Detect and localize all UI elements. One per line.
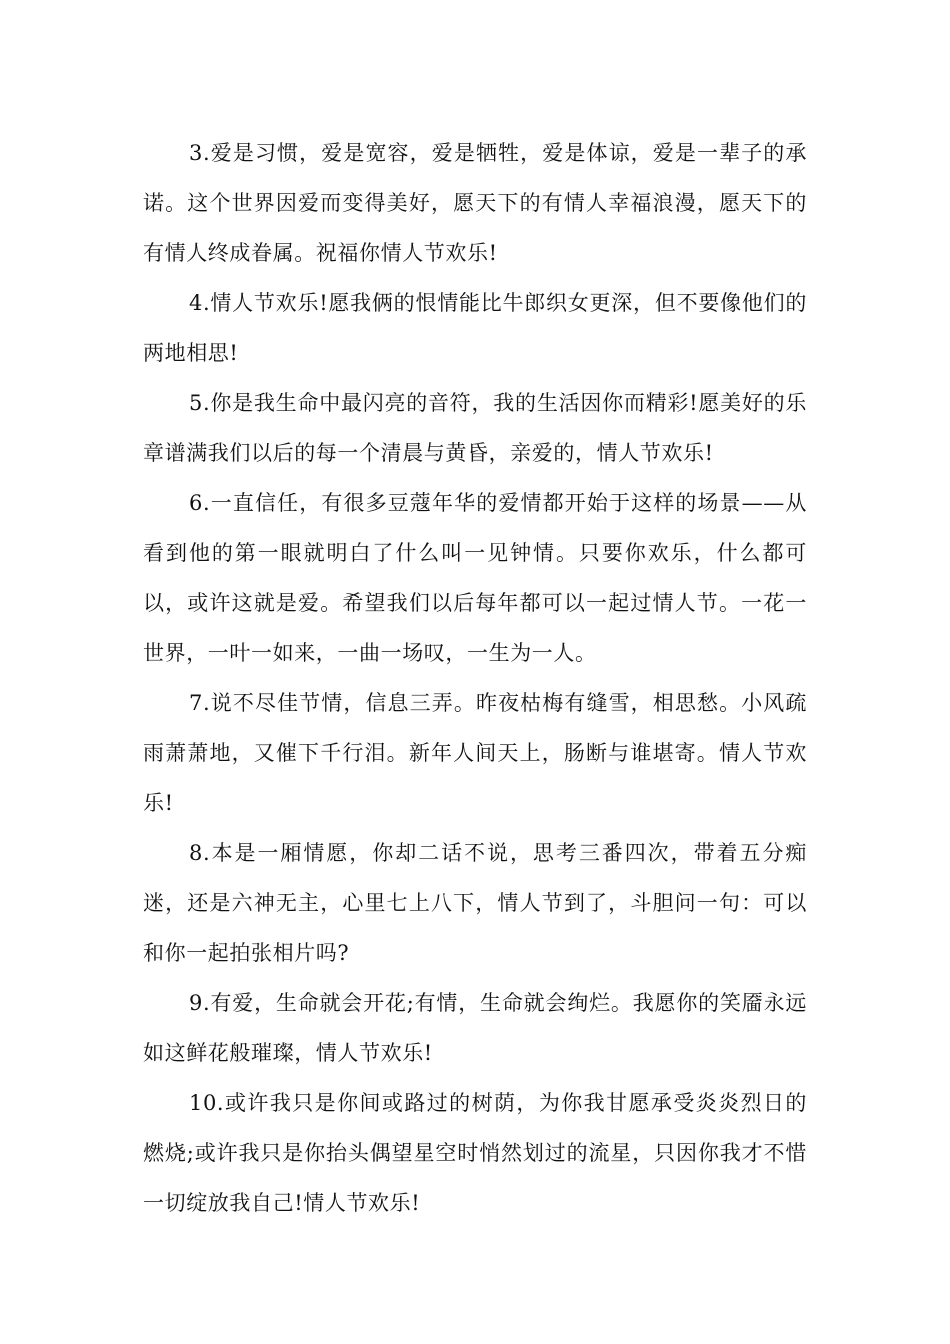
- paragraph-4: 4.情人节欢乐!愿我俩的恨情能比牛郎织女更深，但不要像他们的两地相思!: [143, 291, 807, 365]
- paragraph-7: 7.说不尽佳节情，信息三弄。昨夜枯梅有缝雪，相思愁。小风疏雨萧萧地，又催下千行泪。新年人间天上，肠断与谁堪寄。情人节欢乐!: [143, 691, 807, 815]
- paragraph-3: 3.爱是习惯，爱是宽容，爱是牺牲，爱是体谅，爱是一辈子的承诺。这个世界因爱而变得美好，愿天下的有情人幸福浪漫，愿天下的有情人终成眷属。祝福你情人节欢乐!: [143, 141, 807, 265]
- paragraph-9: 9.有爱，生命就会开花;有情，生命就会绚烂。我愿你的笑靥永远如这鲜花般璀璨，情人节欢乐!: [143, 991, 807, 1065]
- paragraph-8: 8.本是一厢情愿，你却二话不说，思考三番四次，带着五分痴迷，还是六神无主，心里七上八下，情人节到了，斗胆问一句：可以和你一起拍张相片吗?: [143, 841, 807, 965]
- paragraph-10: 10.或许我只是你间或路过的树荫，为你我甘愿承受炎炎烈日的燃烧;或许我只是你抬头偶望星空时悄然划过的流星，只因你我才不惜一切绽放我自己!情人节欢乐!: [143, 1091, 807, 1215]
- document-body: [143, 128, 807, 1228]
- paragraph-6: 6.一直信任，有很多豆蔻年华的爱情都开始于这样的场景——从看到他的第一眼就明白了什么叫一见钟情。只要你欢乐，什么都可以，或许这就是爱。希望我们以后每年都可以一起过情人节。一花一世界，一叶一如来，一曲一场叹，一生为一人。: [143, 491, 807, 665]
- paragraph-5: 5.你是我生命中最闪亮的音符，我的生活因你而精彩!愿美好的乐章谱满我们以后的每一个清晨与黄昏，亲爱的，情人节欢乐!: [143, 391, 807, 465]
